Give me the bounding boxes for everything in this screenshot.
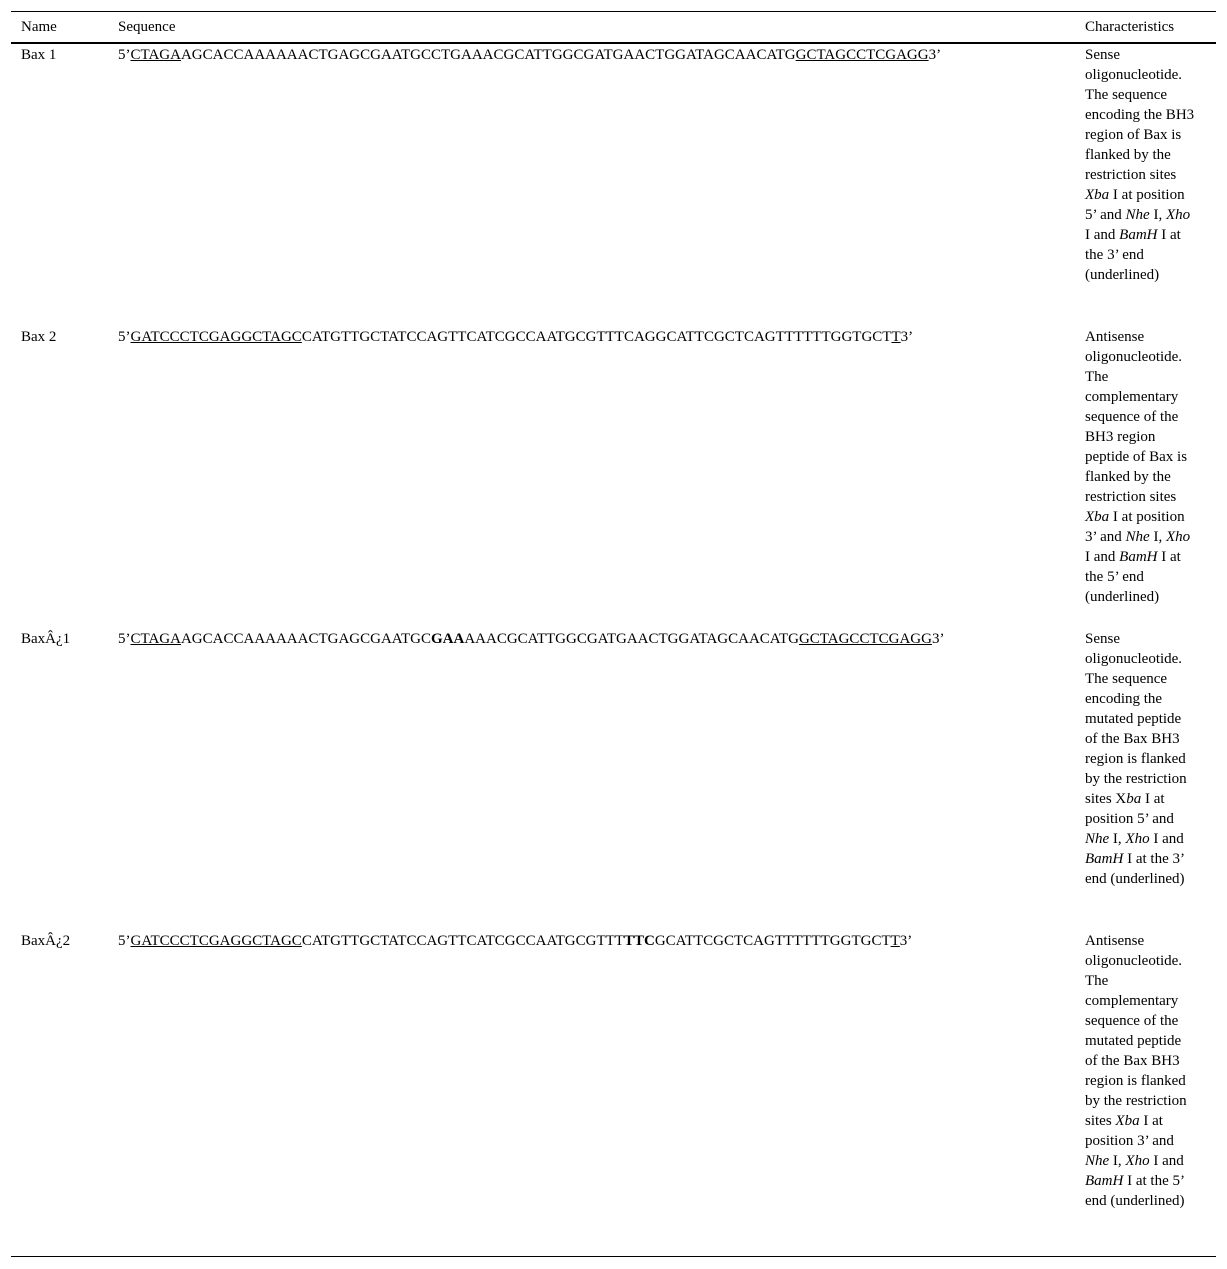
row-characteristics: [1085, 45, 1195, 285]
sequence-segment: 3’: [899, 933, 913, 949]
sequence-segment: GATCCCTCGAGGCTAGC: [130, 933, 302, 949]
sequence-segment: TTC: [623, 933, 655, 949]
characteristics-segment: I at position 5’ and: [1085, 187, 1185, 223]
characteristics-segment: Xba: [1085, 187, 1110, 203]
characteristics-segment: ba: [1126, 791, 1142, 807]
characteristics-segment: Xho: [1125, 831, 1150, 847]
sequence-segment: GCTAGCCTCGAGG: [795, 47, 929, 63]
characteristics-segment: BamH: [1085, 1173, 1124, 1189]
row-sequence: [118, 931, 912, 951]
row-name: Bax 2: [21, 329, 57, 345]
row-sequence: [118, 327, 913, 347]
sequence-segment: 5’: [118, 329, 131, 345]
characteristics-segment: Nhe: [1125, 529, 1150, 545]
row-name: BaxÂ¿1: [21, 631, 71, 647]
characteristics-segment: Nhe: [1085, 1153, 1110, 1169]
row-name: BaxÂ¿2: [21, 933, 71, 949]
sequence-segment: T: [891, 329, 901, 345]
sequence-segment: AGCACCAAAAAACTGAGCGAATGC: [180, 631, 431, 647]
characteristics-segment: Sense oligonucleotide. The sequence encoding the BH3 region of Bax is flanked by the restriction sites: [1085, 47, 1195, 183]
header-name: Name: [21, 19, 57, 35]
sequence-segment: 3’: [900, 329, 914, 345]
characteristics-segment: I,: [1149, 529, 1166, 545]
row-sequence: [118, 629, 944, 649]
sequence-segment: AGCACCAAAAAACTGAGCGAATGCCTGAAACGCATTGGCGATGAACTGGATAGCAACATG: [180, 47, 796, 63]
sequence-segment: 5’: [118, 933, 131, 949]
sequence-segment: GCTAGCCTCGAGG: [798, 631, 932, 647]
table-header-rule: [11, 42, 1216, 44]
header-sequence: Sequence: [118, 19, 176, 35]
characteristics-segment: I and: [1149, 1153, 1184, 1169]
sequence-segment: GAA: [430, 631, 465, 647]
characteristics-segment: BamH: [1085, 851, 1124, 867]
sequence-segment: 5’: [118, 47, 131, 63]
characteristics-segment: Nhe: [1125, 207, 1150, 223]
sequence-segment: 3’: [931, 631, 945, 647]
header-characteristics: Characteristics: [1085, 19, 1175, 35]
table-top-rule: [11, 11, 1216, 12]
characteristics-segment: I at the 3’ end (underlined): [1085, 851, 1185, 887]
characteristics-segment: BamH: [1119, 227, 1158, 243]
characteristics-segment: Xho: [1125, 1153, 1150, 1169]
sequence-segment: CATGTTGCTATCCAGTTCATCGCCAATGCGTTTCAGGCATTCGCTCAGTTTTTTGGTGCT: [301, 329, 892, 345]
characteristics-segment: Xho: [1165, 207, 1191, 223]
characteristics-segment: I,: [1149, 207, 1166, 223]
sequence-segment: GCATTCGCTCAGTTTTTTGGTGCT: [654, 933, 891, 949]
characteristics-segment: I at the 5’ end (underlined): [1085, 1173, 1185, 1209]
characteristics-segment: BamH: [1119, 549, 1158, 565]
characteristics-segment: Antisense oligonucleotide. The complementary sequence of the BH3 region peptide of Bax is flanked by the restriction sites: [1085, 329, 1188, 505]
characteristics-segment: I at position 3’ and: [1085, 1113, 1174, 1149]
characteristics-segment: Sense oligonucleotide. The sequence encoding the mutated peptide of the Bax BH3 region is flanked by the restriction sites X: [1085, 631, 1187, 807]
row-characteristics: [1085, 629, 1195, 889]
sequence-segment: CTAGA: [130, 631, 181, 647]
sequence-segment: CTAGA: [130, 47, 181, 63]
sequence-segment: CATGTTGCTATCCAGTTCATCGCCAATGCGTTT: [301, 933, 624, 949]
sequence-segment: T: [890, 933, 900, 949]
characteristics-segment: Nhe: [1085, 831, 1110, 847]
characteristics-segment: I and: [1085, 227, 1120, 243]
characteristics-segment: Xba: [1115, 1113, 1140, 1129]
characteristics-segment: I,: [1109, 831, 1126, 847]
characteristics-segment: I at the 3’ end (underlined): [1085, 227, 1181, 283]
characteristics-segment: I at position 3’ and: [1085, 509, 1185, 545]
table-header-row: [11, 17, 1216, 37]
row-name: Bax 1: [21, 47, 57, 63]
row-sequence: [118, 45, 941, 65]
row-characteristics: [1085, 931, 1195, 1211]
row-characteristics: [1085, 327, 1195, 607]
characteristics-segment: I at the 5’ end (underlined): [1085, 549, 1181, 605]
sequence-segment: AAACGCATTGGCGATGAACTGGATAGCAACATG: [464, 631, 799, 647]
sequence-segment: 3’: [928, 47, 942, 63]
sequence-segment: GATCCCTCGAGGCTAGC: [130, 329, 302, 345]
characteristics-segment: Antisense oligonucleotide. The complementary sequence of the mutated peptide of the Bax BH3 region is flanked by the restriction sites: [1085, 933, 1187, 1129]
characteristics-segment: I and: [1085, 549, 1120, 565]
characteristics-segment: I,: [1109, 1153, 1126, 1169]
characteristics-segment: Xba: [1085, 509, 1110, 525]
table-bottom-rule: [11, 1256, 1216, 1257]
characteristics-segment: I and: [1149, 831, 1184, 847]
characteristics-segment: I at position 5’ and: [1085, 791, 1174, 827]
characteristics-segment: Xho: [1165, 529, 1191, 545]
sequence-segment: 5’: [118, 631, 131, 647]
